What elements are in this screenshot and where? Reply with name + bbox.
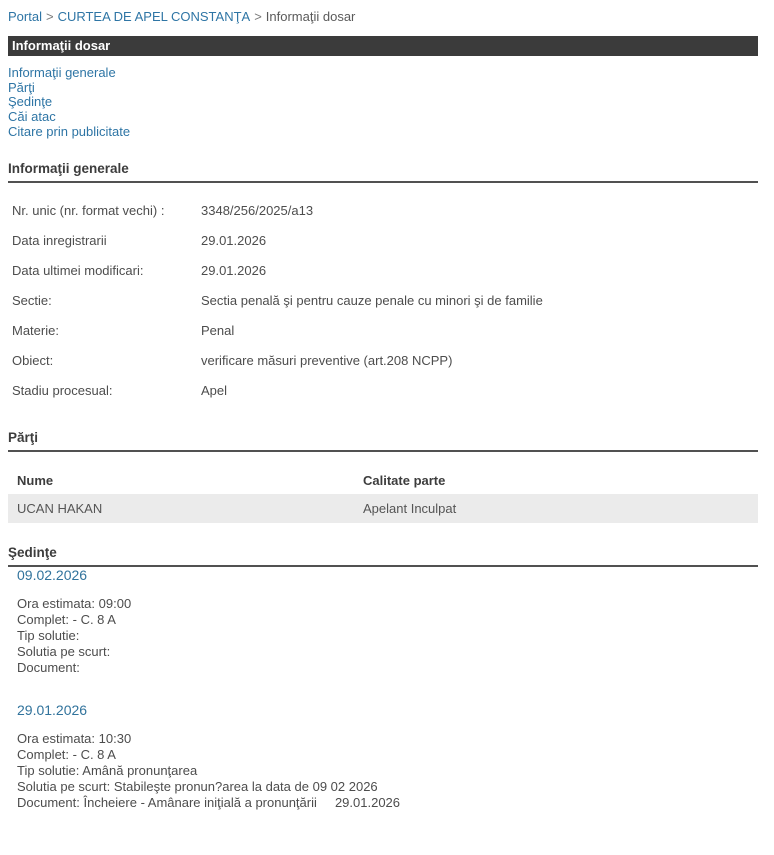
hearing-document: Document: Încheiere - Amânare iniţială a pronunţării 29.01.2026 xyxy=(17,794,401,810)
general-info-table xyxy=(8,196,543,406)
hearing-entry xyxy=(8,676,758,811)
row-label-materie: Materie: xyxy=(12,323,59,339)
hearing-ora-estimata: Ora estimata: 10:30 xyxy=(17,730,132,746)
breadcrumb-separator: > xyxy=(45,9,54,24)
row-label-data-inregistrarii: Data inregistrarii xyxy=(12,233,107,249)
breadcrumb-link-court[interactable]: CURTEA DE APEL CONSTANŢA xyxy=(57,9,251,24)
hearing-details xyxy=(17,596,758,676)
column-header-calitate-parte: Calitate parte xyxy=(363,472,446,488)
nav-link-cai-atac[interactable]: Căi atac xyxy=(8,109,56,125)
hearings-heading: Şedinţe xyxy=(8,545,758,567)
nav-link-sedinte[interactable]: Şedinţe xyxy=(8,94,53,110)
row-value-materie: Penal xyxy=(201,323,235,339)
section-nav xyxy=(8,66,758,140)
row-value-data-inregistrarii: 29.01.2026 xyxy=(201,233,267,249)
table-row xyxy=(8,376,543,406)
table-row xyxy=(8,226,543,256)
hearing-details xyxy=(17,731,758,811)
breadcrumb xyxy=(8,8,758,24)
breadcrumb-current: Informaţii dosar xyxy=(265,9,356,24)
hearing-complet: Complet: - C. 8 A xyxy=(17,746,116,762)
hearing-solutia-pe-scurt: Solutia pe scurt: Stabileşte pronun?area la data de 09 02 2026 xyxy=(17,778,378,794)
table-row xyxy=(8,196,543,226)
row-label-data-ultimei-modificari: Data ultimei modificari: xyxy=(12,263,144,279)
general-info-heading: Informaţii generale xyxy=(8,161,758,183)
party-name: UCAN HAKAN xyxy=(17,500,103,516)
hearing-ora-estimata: Ora estimata: 09:00 xyxy=(17,595,132,611)
row-value-nr-unic: 3348/256/2025/a13 xyxy=(201,203,314,219)
row-label-stadiu-procesual: Stadiu procesual: xyxy=(12,383,113,399)
row-label-sectie: Sectie: xyxy=(12,293,52,309)
table-row xyxy=(8,346,543,376)
hearing-date-link[interactable]: 29.01.2026 xyxy=(17,701,88,718)
table-row xyxy=(8,286,543,316)
page-title-bar: Informaţii dosar xyxy=(8,36,758,56)
hearing-entry xyxy=(8,567,758,676)
parties-heading: Părţi xyxy=(8,430,758,452)
row-value-stadiu-procesual: Apel xyxy=(201,383,228,399)
breadcrumb-link-portal[interactable]: Portal xyxy=(8,9,42,24)
table-row xyxy=(8,316,543,346)
hearing-document: Document: xyxy=(17,659,80,675)
table-row xyxy=(8,256,543,286)
parties-table xyxy=(8,467,758,523)
row-label-obiect: Obiect: xyxy=(12,353,54,369)
hearing-date-link[interactable]: 09.02.2026 xyxy=(17,566,88,583)
hearing-solutia-pe-scurt: Solutia pe scurt: xyxy=(17,643,111,659)
nav-link-parti[interactable]: Părţi xyxy=(8,79,35,95)
breadcrumb-separator: > xyxy=(254,9,262,24)
hearing-complet: Complet: - C. 8 A xyxy=(17,611,116,627)
hearing-tip-solutie: Tip solutie: Amână pronunţarea xyxy=(17,762,198,778)
row-value-data-ultimei-modificari: 29.01.2026 xyxy=(201,263,267,279)
parties-header-row xyxy=(8,467,758,494)
nav-link-citare-prin-publicitate[interactable]: Citare prin publicitate xyxy=(8,123,131,139)
nav-link-informatii-generale[interactable]: Informaţii generale xyxy=(8,65,116,80)
hearing-tip-solutie: Tip solutie: xyxy=(17,627,80,643)
party-role: Apelant Inculpat xyxy=(363,500,457,516)
row-label-nr-unic: Nr. unic (nr. format vechi) : xyxy=(12,203,165,219)
table-row xyxy=(8,494,758,523)
row-value-obiect: verificare măsuri preventive (art.208 NCPP) xyxy=(201,353,453,369)
column-header-nume: Nume xyxy=(17,472,54,488)
row-value-sectie: Sectia penală şi pentru cauze penale cu minori şi de familie xyxy=(201,293,543,309)
